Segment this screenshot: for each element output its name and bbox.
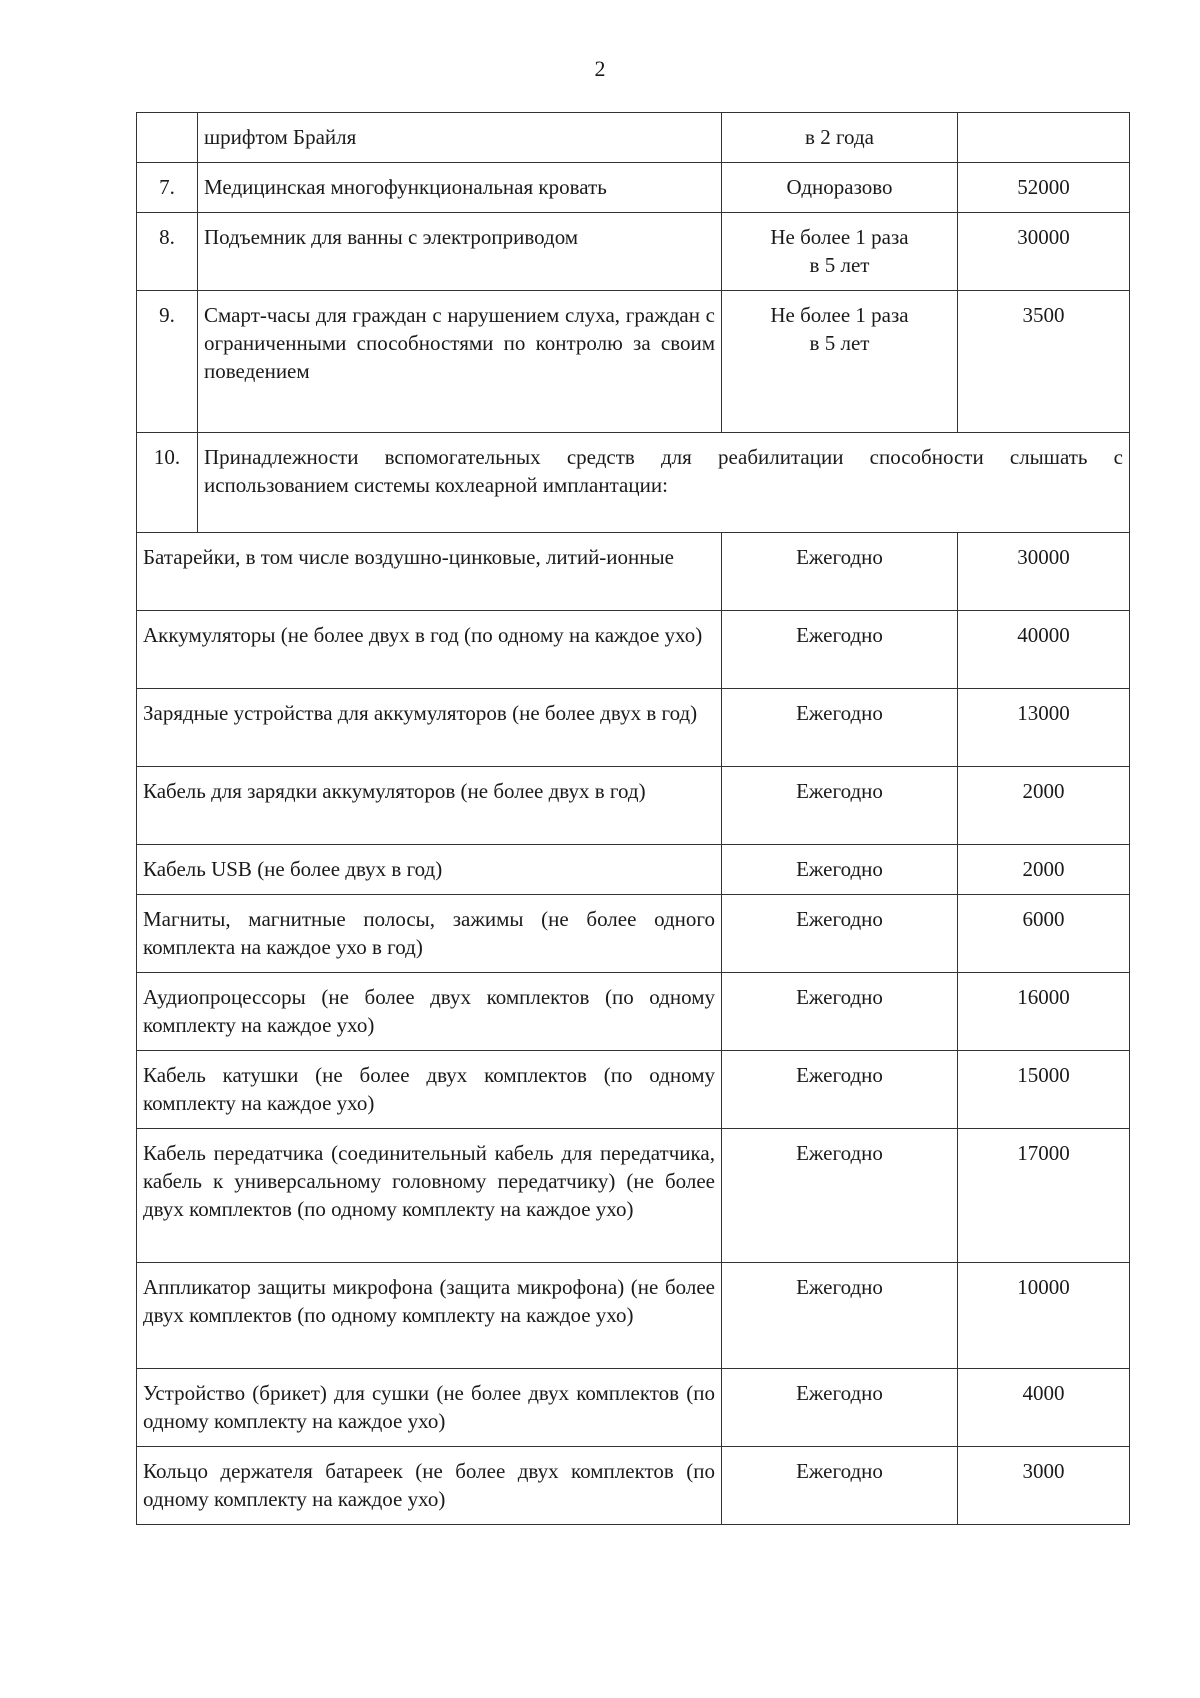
item-name: Устройство (брикет) для сушки (не более двух комплектов (по одному комплекту на каждое ухо) [137, 1369, 722, 1447]
item-frequency: Ежегодно [722, 1447, 958, 1525]
item-name: Кабель USB (не более двух в год) [137, 845, 722, 895]
table-row [137, 163, 1130, 213]
item-name: шрифтом Брайля [198, 113, 722, 163]
item-name: Магниты, магнитные полосы, зажимы (не более одного комплекта на каждое ухо в год) [137, 895, 722, 973]
item-frequency: Ежегодно [722, 611, 958, 689]
table-row [137, 973, 1130, 1051]
item-frequency: Ежегодно [722, 1369, 958, 1447]
section-row [137, 433, 1130, 533]
item-frequency: Ежегодно [722, 533, 958, 611]
item-price: 40000 [958, 611, 1130, 689]
item-name: Аппликатор защиты микрофона (защита микрофона) (не более двух комплектов (по одному комплекту на каждое ухо) [137, 1263, 722, 1369]
item-frequency: Ежегодно [722, 767, 958, 845]
item-price: 52000 [958, 163, 1130, 213]
item-price: 16000 [958, 973, 1130, 1051]
item-frequency: Ежегодно [722, 1051, 958, 1129]
table-row [137, 611, 1130, 689]
item-frequency: в 2 года [722, 113, 958, 163]
item-price: 3500 [958, 291, 1130, 433]
table-row [137, 767, 1130, 845]
item-price: 17000 [958, 1129, 1130, 1263]
row-number: 7. [137, 163, 198, 213]
item-name: Кабель для зарядки аккумуляторов (не более двух в год) [137, 767, 722, 845]
item-name: Аккумуляторы (не более двух в год (по одному на каждое ухо) [137, 611, 722, 689]
table-row [137, 845, 1130, 895]
item-price: 2000 [958, 767, 1130, 845]
table-row [137, 689, 1130, 767]
row-number [137, 113, 198, 163]
item-price: 15000 [958, 1051, 1130, 1129]
item-price: 6000 [958, 895, 1130, 973]
item-frequency: Ежегодно [722, 845, 958, 895]
row-number: 9. [137, 291, 198, 433]
item-price: 30000 [958, 533, 1130, 611]
item-name: Кабель катушки (не более двух комплектов (по одному комплекту на каждое ухо) [137, 1051, 722, 1129]
row-number: 10. [137, 433, 198, 533]
item-name: Кольцо держателя батареек (не более двух комплектов (по одному комплекту на каждое ухо) [137, 1447, 722, 1525]
item-frequency: Ежегодно [722, 1263, 958, 1369]
item-name: Зарядные устройства для аккумуляторов (не более двух в год) [137, 689, 722, 767]
rehab-means-table [136, 112, 1130, 1525]
table-row [137, 1051, 1130, 1129]
table-row [137, 895, 1130, 973]
item-name: Подъемник для ванны с электроприводом [198, 213, 722, 291]
page-number: 2 [594, 56, 606, 81]
item-name: Аудиопроцессоры (не более двух комплектов (по одному комплекту на каждое ухо) [137, 973, 722, 1051]
item-price: 10000 [958, 1263, 1130, 1369]
table-row [137, 1263, 1130, 1369]
item-price [958, 113, 1130, 163]
item-price: 30000 [958, 213, 1130, 291]
table-row [137, 213, 1130, 291]
accessory-items [137, 533, 1130, 1525]
item-frequency: Ежегодно [722, 895, 958, 973]
table-row [137, 291, 1130, 433]
item-frequency: Не более 1 раза в 5 лет [722, 291, 958, 433]
section-title: Принадлежности вспомогательных средств для реабилитации способности слышать с использованием системы кохлеарной имплантации: [198, 433, 1130, 533]
table-row [137, 1447, 1130, 1525]
item-name: Медицинская многофункциональная кровать [198, 163, 722, 213]
table-row [137, 1369, 1130, 1447]
item-name: Батарейки, в том числе воздушно-цинковые, литий-ионные [137, 533, 722, 611]
table-row [137, 113, 1130, 163]
item-price: 3000 [958, 1447, 1130, 1525]
table-row [137, 1129, 1130, 1263]
item-price: 2000 [958, 845, 1130, 895]
item-frequency: Не более 1 раза в 5 лет [722, 213, 958, 291]
item-price: 13000 [958, 689, 1130, 767]
item-frequency: Ежегодно [722, 973, 958, 1051]
item-frequency: Одноразово [722, 163, 958, 213]
item-name: Кабель передатчика (соединительный кабель для передатчика, кабель к универсальному головному передатчику) (не более двух комплектов (по одному комплекту на каждое ухо) [137, 1129, 722, 1263]
table-row [137, 533, 1130, 611]
item-frequency: Ежегодно [722, 689, 958, 767]
item-frequency: Ежегодно [722, 1129, 958, 1263]
item-price: 4000 [958, 1369, 1130, 1447]
row-number: 8. [137, 213, 198, 291]
item-name: Смарт-часы для граждан с нарушением слуха, граждан с ограниченными способностями по контролю за своим поведением [198, 291, 722, 433]
